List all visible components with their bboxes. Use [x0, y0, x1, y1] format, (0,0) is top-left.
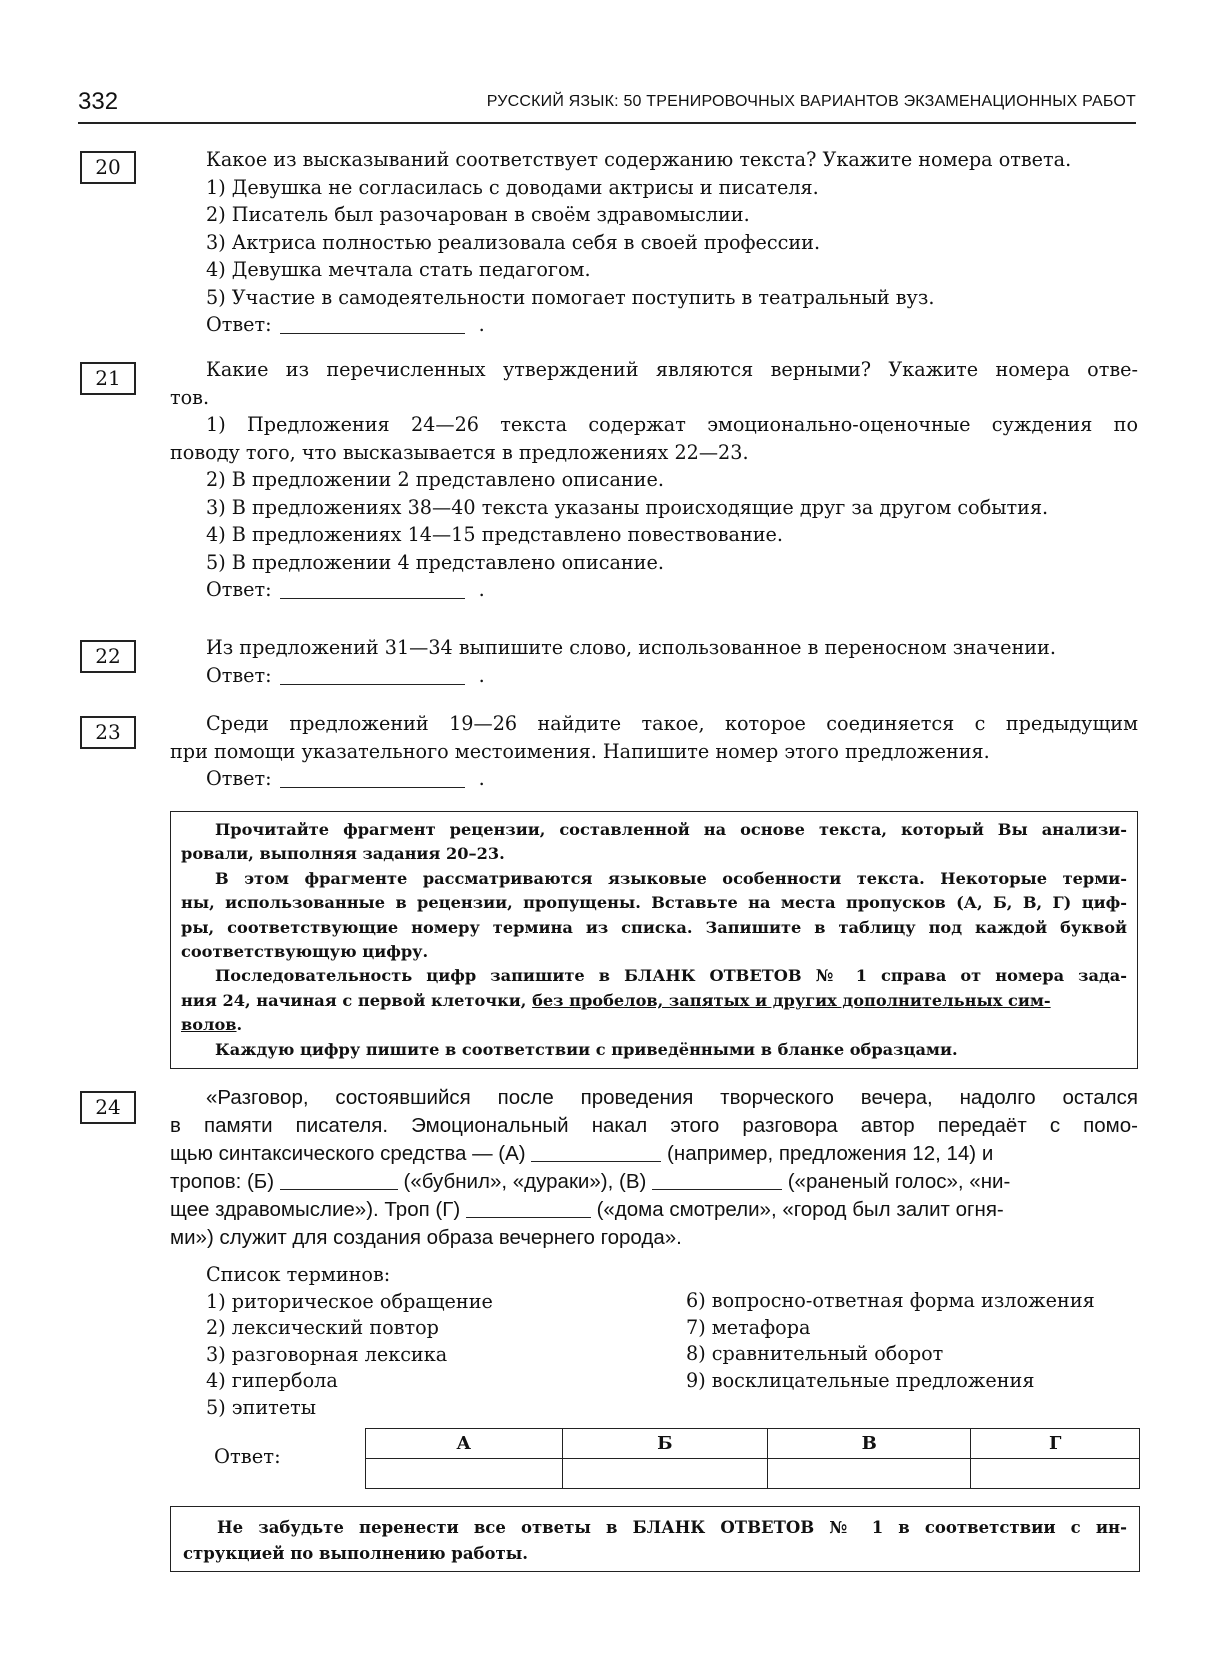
column-header-g: Г: [971, 1429, 1140, 1459]
reminder-line-1: Не забудьте перенести все ответы в БЛАНК ОТВЕТОВ № 1 в соответствии с ин-: [217, 1518, 1127, 1537]
term-item: 3) разговорная лексика: [206, 1342, 448, 1366]
task-number-23: 23: [80, 716, 136, 749]
terms-list-right: [686, 1288, 1095, 1394]
task-21-question-line-2: тов.: [170, 385, 210, 409]
task-number-21: 21: [80, 362, 136, 395]
term-item: 9) восклицательные предложения: [686, 1368, 1035, 1392]
answer-table-input-row: [366, 1459, 1140, 1489]
task-24-review-text: [170, 1084, 1138, 1252]
task-23: [170, 710, 1138, 793]
term-item: 5) эпитеты: [206, 1395, 316, 1419]
task-22-question: Из предложений 31—34 выпишите слово, использованное в переносном значении.: [206, 636, 1056, 659]
task-20-option-5: 5) Участие в самодеятельности помогает поступить в театральный вуз.: [206, 285, 935, 309]
term-item: 2) лексический повтор: [206, 1316, 439, 1339]
answer-cell-b[interactable]: [562, 1459, 768, 1489]
instr-p2-l1: В этом фрагменте рассматриваются языковые особенности текста. Некоторые терми-: [215, 868, 1127, 888]
task-22-answer-line: Ответ: .: [206, 663, 485, 687]
task-20-option-2: 2) Писатель был разочарован в своём здравомыслии.: [206, 203, 750, 226]
task-23-question-line-2: при помощи указательного местоимения. Напишите номер этого предложения.: [170, 739, 990, 763]
running-title: РУССКИЙ ЯЗЫК: 50 ТРЕНИРОВОЧНЫХ ВАРИАНТОВ ЭКЗАМЕНАЦИОННЫХ РАБОТ: [486, 93, 1136, 110]
answer-blank[interactable]: [280, 586, 465, 599]
answer-cell-v[interactable]: [768, 1459, 971, 1489]
review-line-2: в памяти писателя. Эмоциональный накал этого разговора автор передаёт с помо-: [170, 1114, 1138, 1137]
answer-blank[interactable]: [280, 672, 465, 685]
answer-table-header-row: [366, 1429, 1140, 1459]
task-21-option-2: 2) В предложении 2 представлено описание.: [206, 468, 664, 491]
task-21-option-3: 3) В предложениях 38—40 текста указаны происходящие друг за другом события.: [206, 495, 1049, 519]
instr-p4: Каждую цифру пишите в соответствии с приведёнными в бланке образцами.: [215, 1039, 958, 1059]
page-number: 332: [78, 88, 119, 115]
task-20: [170, 146, 1138, 339]
task-21-question-line-1: Какие из перечисленных утверждений являются верными? Укажите номера отве-: [206, 358, 1138, 381]
gap-g-blank[interactable]: [466, 1203, 591, 1218]
task-21-option-4: 4) В предложениях 14—15 представлено повествование.: [206, 523, 784, 546]
gap-a-blank[interactable]: [531, 1147, 661, 1162]
column-header-a: А: [366, 1429, 563, 1459]
review-line-5: щее здравомыслие»). Троп (Г) («дома смотрели», «город был залит огня-: [170, 1198, 1004, 1221]
answer-cell-g[interactable]: [971, 1459, 1140, 1489]
task-20-option-4: 4) Девушка мечтала стать педагогом.: [206, 258, 591, 281]
term-item: 1) риторическое обращение: [206, 1289, 493, 1313]
term-item: 7) метафора: [686, 1315, 811, 1339]
answer-cell-a[interactable]: [366, 1459, 563, 1489]
task-23-answer-line: Ответ: .: [206, 767, 485, 790]
task-20-option-3: 3) Актриса полностью реализовала себя в своей профессии.: [206, 230, 821, 254]
task-21-option-5: 5) В предложении 4 представлено описание.: [206, 550, 664, 574]
review-line-4: тропов: (Б) («бубнил», «дураки»), (В) («раненый голос», «ни-: [170, 1170, 1011, 1193]
review-line-1: «Разговор, состоявшийся после проведения творческого вечера, надолго остался: [206, 1086, 1138, 1109]
term-item: 6) вопросно-ответная форма изложения: [686, 1289, 1095, 1312]
task-21-option-1-line-2: поводу того, что высказывается в предложениях 22—23.: [170, 440, 749, 464]
task-21-answer-line: Ответ: .: [206, 578, 485, 601]
page-header: [78, 86, 1136, 124]
column-header-v: В: [768, 1429, 971, 1459]
task-number-24: 24: [80, 1091, 136, 1124]
instr-p3-l1: Последовательность цифр запишите в БЛАНК ОТВЕТОВ № 1 справа от номера зада-: [215, 966, 1127, 986]
task-21-option-1-line-1: 1) Предложения 24—26 текста содержат эмоционально-оценочные суждения по: [206, 413, 1138, 436]
answer-table: [365, 1428, 1140, 1489]
instructions-box: [170, 811, 1138, 1069]
task-20-question: Какое из высказываний соответствует содержанию текста? Укажите номера ответа.: [206, 148, 1072, 171]
terms-list-left: [206, 1262, 493, 1421]
task-22: [170, 634, 1138, 689]
task-24-answer-label: Ответ:: [214, 1445, 281, 1468]
gap-b-blank[interactable]: [280, 1175, 398, 1190]
task-number-20: 20: [80, 151, 136, 184]
instr-p3-l2: ния 24, начиная с первой клеточки, без пробелов, запятых и других дополнительных сим-: [181, 990, 1051, 1010]
task-23-question-line-1: Среди предложений 19—26 найдите такое, которое соединяется с предыдущим: [206, 712, 1138, 735]
instr-p1-l1: Прочитайте фрагмент рецензии, составленной на основе текста, который Вы анализи-: [215, 820, 1127, 839]
gap-v-blank[interactable]: [652, 1175, 782, 1190]
instr-p2-l2: ны, использованные в рецензии, пропущены. Вставьте на места пропусков (А, Б, В, Г) циф-: [181, 893, 1127, 913]
column-header-b: Б: [562, 1429, 768, 1459]
term-item: 8) сравнительный оборот: [686, 1342, 944, 1365]
answer-blank[interactable]: [280, 775, 465, 788]
task-21: [170, 356, 1138, 604]
instr-p2-l3: ры, соответствующие номеру термина из списка. Запишите в таблицу под каждой буквой: [181, 917, 1127, 937]
term-item: 4) гипербола: [206, 1369, 338, 1392]
reminder-line-2: струкцией по выполнению работы.: [183, 1544, 529, 1563]
instr-underlined-text: без пробелов, запятых и других дополнительных сим-: [532, 990, 1051, 1010]
answer-blank[interactable]: [280, 321, 465, 334]
review-line-3: щью синтаксического средства — (А) (например, предложения 12, 14) и: [170, 1142, 994, 1165]
task-number-22: 22: [80, 640, 136, 673]
terms-title: Список терминов:: [206, 1263, 391, 1286]
reminder-note: [170, 1506, 1140, 1572]
instr-p2-l4: соответствующую цифру.: [181, 942, 429, 962]
instr-p3-l3: волов.: [181, 1015, 243, 1035]
task-20-option-1: 1) Девушка не согласилась с доводами актрисы и писателя.: [206, 175, 819, 199]
task-20-answer-line: Ответ: .: [206, 313, 485, 336]
review-line-6: ми») служит для создания образа вечернего города».: [170, 1226, 682, 1249]
instr-p1-l2: ровали, выполняя задания 20–23.: [181, 844, 505, 864]
